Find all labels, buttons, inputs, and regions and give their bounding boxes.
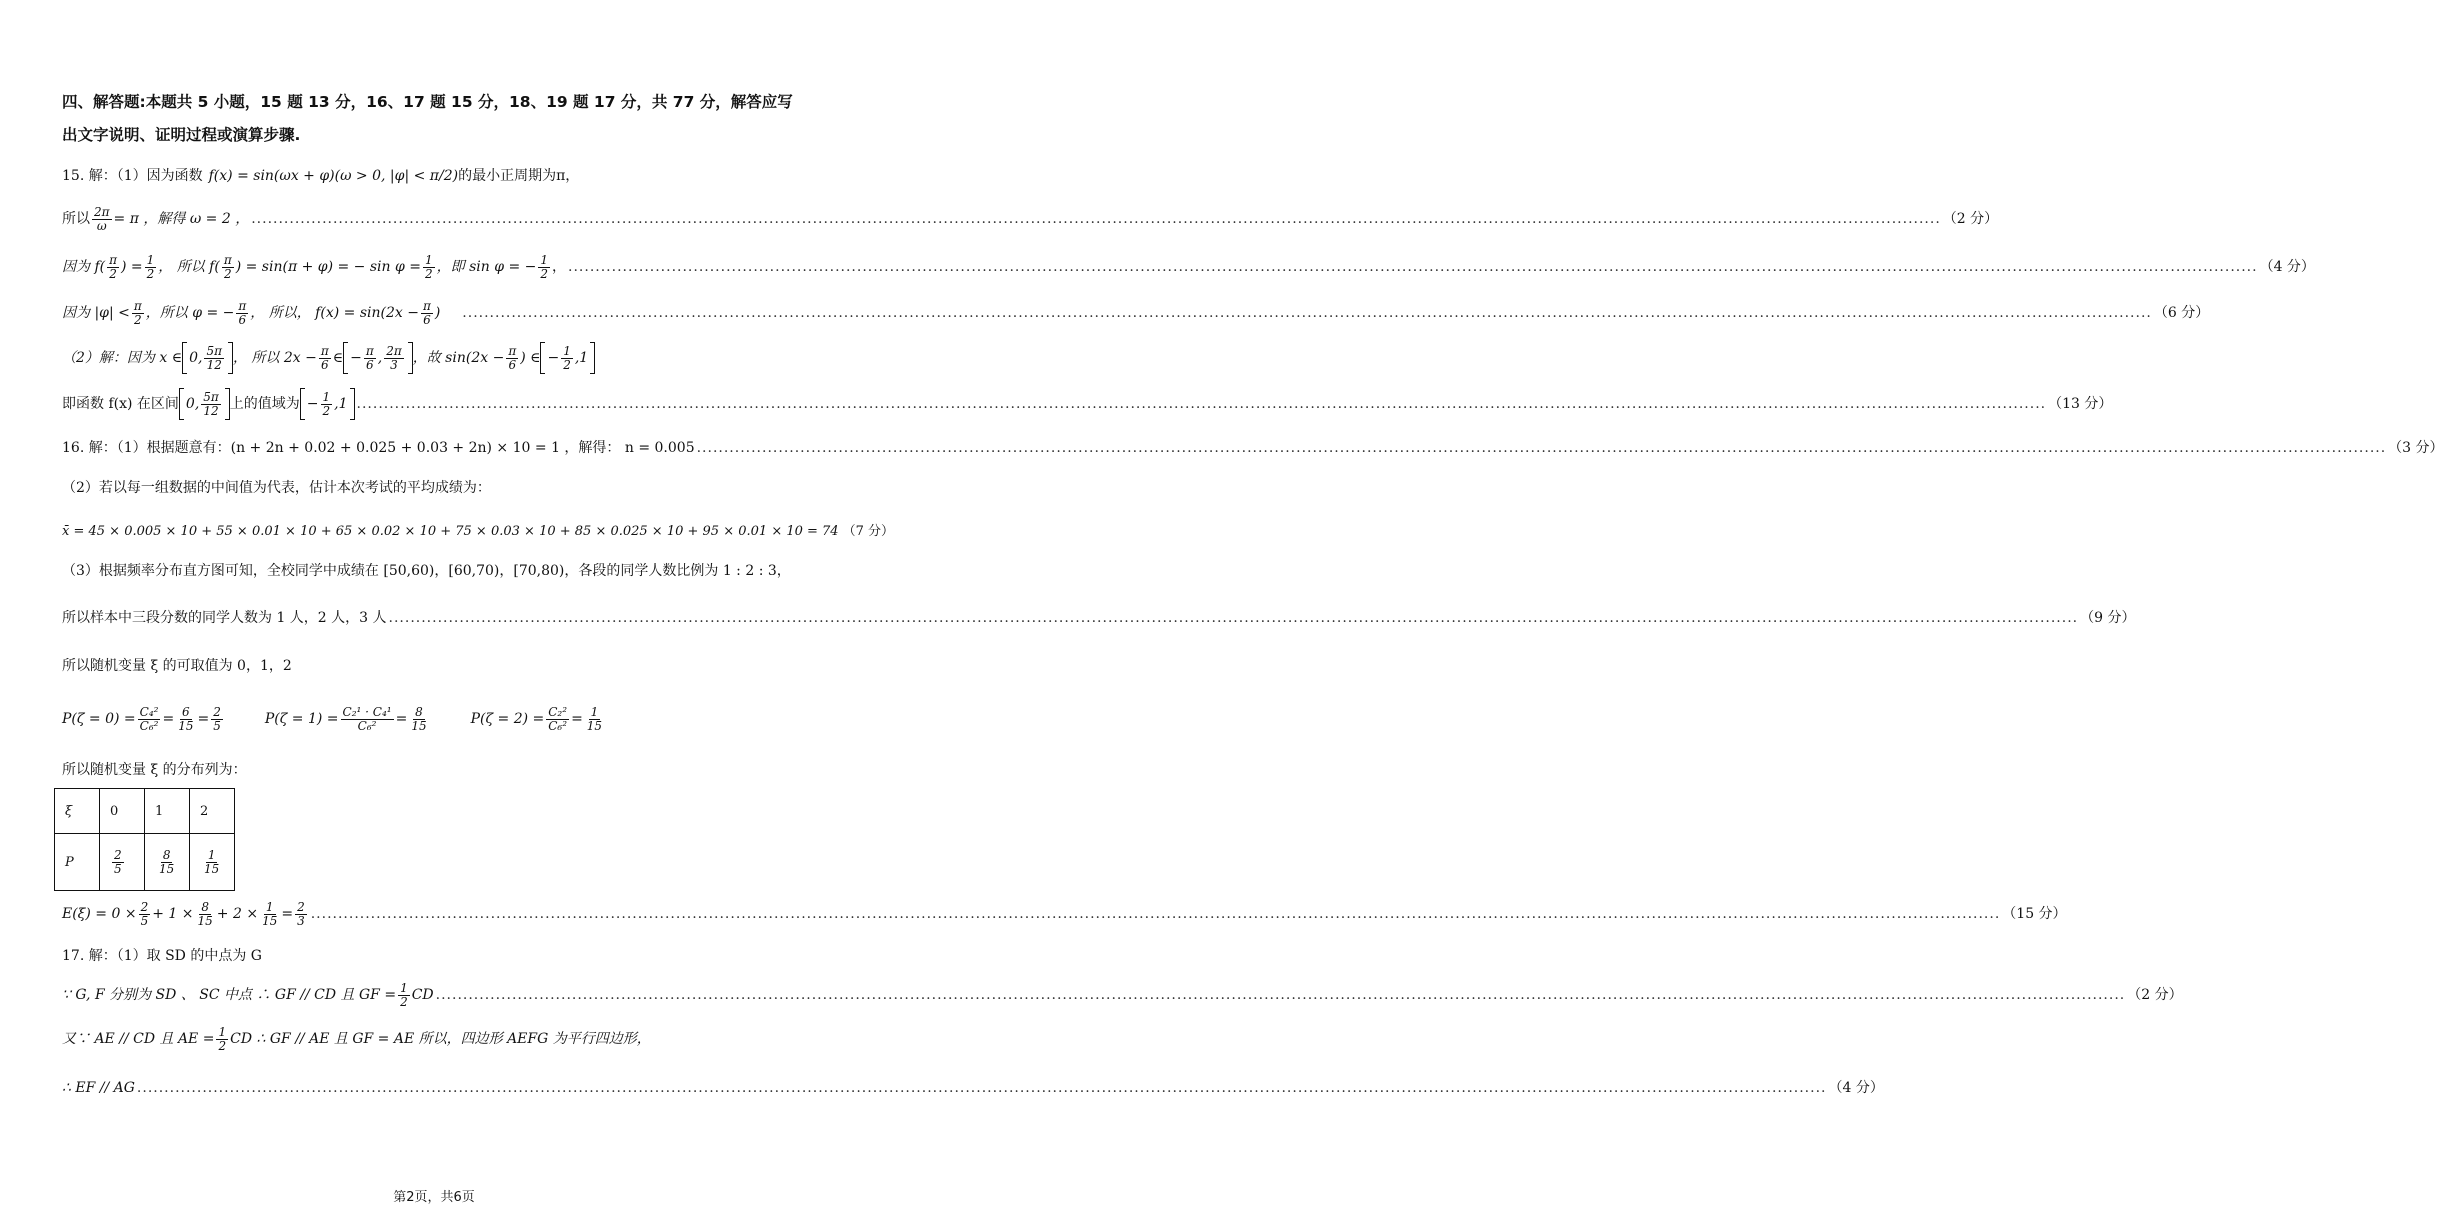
distribution-table bbox=[54, 788, 235, 891]
q15-line5: （2）解：因为 x ∈ 0, $\frac{5\pi}{12}$ ， 所以 2x − $\frac{\pi}{6}$ ∈ − $\frac{\pi}{6}$ , $\frac{2\pi}{3}$ ，故 sin(2x − $\frac{\pi}{6}$ ) ∈ − $\frac{1}{2}$ ,1 bbox=[62, 338, 806, 378]
q16-line8: 所以随机变量 ξ 的分布列为： bbox=[62, 762, 247, 778]
q15-line1: 15. 解：（1）因为函数 f(x) = sin(ωx + φ)(ω > 0, |φ| < π/2) 的最小正周期为π， bbox=[62, 168, 580, 184]
leader-dots bbox=[251, 212, 1941, 226]
score-label: （4 分） bbox=[2259, 259, 2315, 275]
q17-line2: ∵ G, F 分别为 SD 、 SC 中点 ∴ GF // CD 且 GF = $\frac{1}{2}$ CD ..... （2 分） bbox=[62, 978, 806, 1012]
score-label: （9 分） bbox=[2080, 610, 2136, 626]
score-label: （13 分） bbox=[2048, 396, 2113, 412]
score-label: （2 分） bbox=[1942, 211, 1999, 227]
q16-line1: 16. 解：（1）根据题意有：(n + 2n + 0.02 + 0.025 + 0.03 + 2n) × 10 = 1 ，解得： n = 0.005 ..... （3 分） bbox=[62, 438, 806, 458]
interval-0-5pi12: 0, $\frac{5\pi}{12}$ bbox=[182, 342, 233, 374]
score-label: （4 分） bbox=[1828, 1080, 1884, 1096]
q16-probabilities: P(ζ = 0) = $\frac{\text{C₄²}}{\text{C₆²}}$ = $\frac{6}{15}$ = $\frac{2}{5}$ P(ζ = 1) = $\frac{\text{C₂¹ · C₄¹}}{\text{C₆²}}$ = $\frac{8}{15}$ P(ζ = 2) = $\frac{\text{C₂²}}{\text{C₆²}}$ = $\frac{1}{15}$ bbox=[62, 704, 603, 733]
q16-line3: x̄ = 45 × 0.005 × 10 + 55 × 0.01 × 10 + 65 × 0.02 × 10 + 75 × 0.03 × 10 + 85 × 0.025 × 10 + 95 × 0.01 × 10 = 74 （7 分） bbox=[62, 523, 894, 539]
leader-dots bbox=[697, 441, 2387, 455]
leader-dots bbox=[436, 988, 2126, 1002]
q16-line2: （2）若以每一组数据的中间值为代表，估计本次考试的平均成绩为： bbox=[62, 480, 491, 496]
leader-dots bbox=[462, 306, 2152, 320]
q16-line6: 所以随机变量 ξ 的可取值为 0，1，2 bbox=[62, 658, 292, 674]
section-heading-line2: 出文字说明、证明过程或演算步骤. bbox=[62, 126, 301, 144]
page-footer: 第2页，共6页 bbox=[393, 1190, 475, 1205]
table-row: P $\frac{2}{5}$ $\frac{8}{15}$ $\frac{1}{15}$ bbox=[55, 834, 235, 891]
score-label: （2 分） bbox=[2127, 987, 2183, 1003]
leader-dots bbox=[357, 397, 2047, 411]
score-label: （15 分） bbox=[2002, 906, 2067, 922]
section-heading bbox=[62, 86, 812, 152]
leader-dots bbox=[137, 1081, 1827, 1095]
q17-line4: ∴ EF // AG ..... （4 分） bbox=[62, 1078, 806, 1098]
fraction: $\frac{2\pi}{\omega}$ bbox=[94, 204, 110, 233]
q15-line4: 因为 |φ| < $\frac{\pi}{2}$ ，所以 φ = − $\frac{\pi}{6}$ ， 所以， f(x) = sin(2x − $\frac{\pi}{6}$ ) ..... （6 分） bbox=[62, 296, 806, 330]
q16-expectation: E(ξ) = 0 × $\frac{2}{5}$ + 1 × $\frac{8}{15}$ + 2 × $\frac{1}{15}$ = $\frac{2}{3}$ ..... （15 分） bbox=[62, 896, 806, 932]
score-label: （7 分） bbox=[842, 523, 894, 539]
q15-line2: 所以 $\frac{2\pi}{\omega}$ = π ，解得 ω = 2 ， ..... （2 分） bbox=[62, 202, 806, 236]
leader-dots bbox=[389, 611, 2079, 625]
q17-line3: 又∵ AE // CD 且 AE = $\frac{1}{2}$ CD ∴ GF // AE 且 GF = AE 所以，四边形 AEFG 为平行四边形， bbox=[62, 1024, 651, 1053]
score-label: （6 分） bbox=[2153, 305, 2210, 321]
q15-line6: 即函数 f(x) 在区间 0, $\frac{5\pi}{12}$ 上的值域为 − $\frac{1}{2}$ ,1 ..... （13 分） bbox=[62, 384, 806, 424]
q16-line5: 所以样本中三段分数的同学人数为 1 人，2 人，3 人 ..... （9 分） bbox=[62, 608, 806, 628]
section-heading-line1: 四、解答题:本题共 5 小题，15 题 13 分，16、17 题 15 分，18、19 题 17 分，共 77 分，解答应写 bbox=[62, 93, 793, 111]
score-label: （3 分） bbox=[2388, 440, 2444, 456]
leader-dots bbox=[568, 260, 2258, 274]
table-row: ξ 0 1 2 bbox=[55, 789, 235, 834]
leader-dots bbox=[311, 907, 2001, 921]
q16-line4: （3）根据频率分布直方图可知，全校同学中成绩在 [50,60)，[60,70)，[70,80)，各段的同学人数比例为 1 : 2 : 3， bbox=[62, 563, 791, 579]
q15-line3: 因为 f( $\frac{\pi}{2}$ ) = $\frac{1}{2}$ ， 所以 f( $\frac{\pi}{2}$ ) = sin(π + φ) = − sin φ = $\frac{1}{2}$ ，即 sin φ = − $\frac{1}{2}$ ， ..... （4 分） bbox=[62, 250, 806, 284]
q17-line1: 17. 解：（1）取 SD 的中点为 G bbox=[62, 948, 262, 964]
